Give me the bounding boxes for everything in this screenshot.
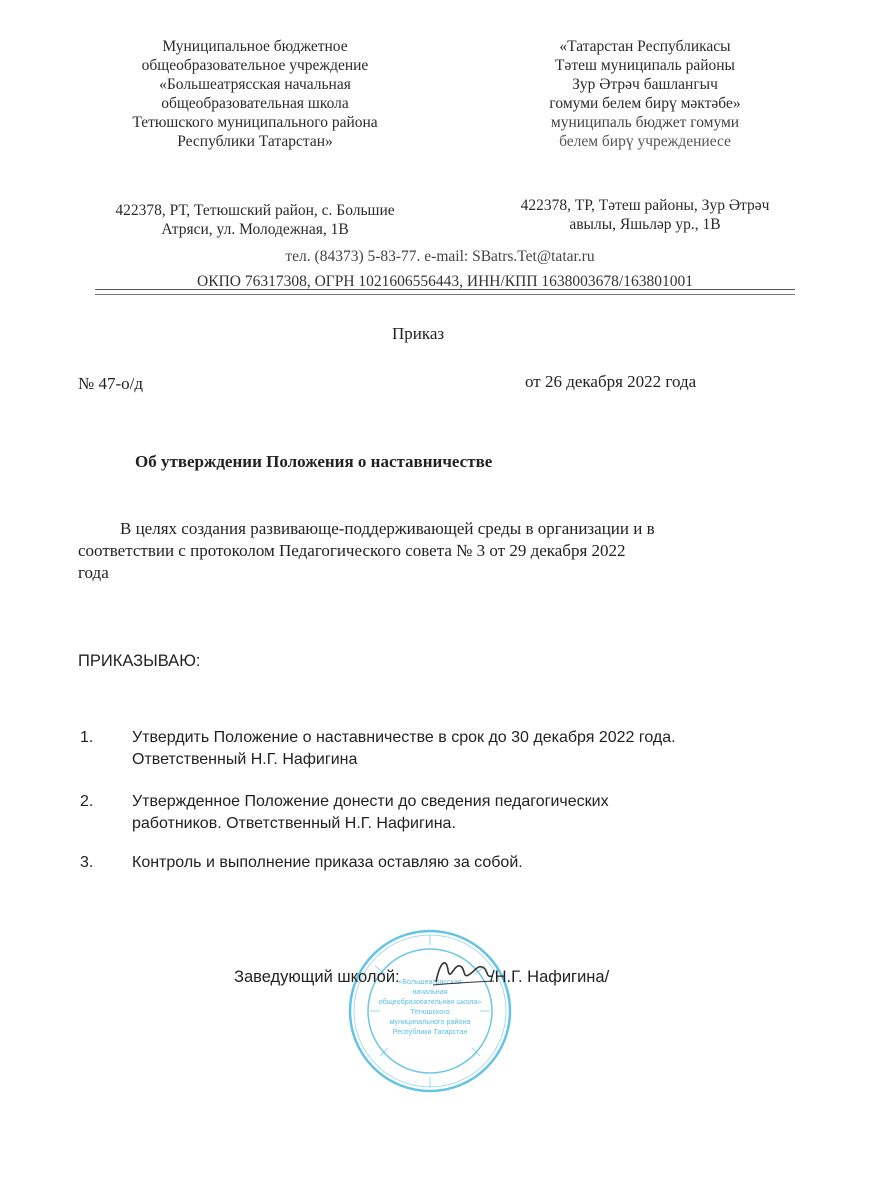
header-divider	[95, 289, 795, 290]
preamble-line: года	[78, 563, 109, 582]
order-date: от 26 декабря 2022 года	[525, 372, 697, 391]
item-text: Утвердить Положение о наставничестве в срок до 30 декабря 2022 года. Ответственный Н.Г. Нафигина	[132, 729, 676, 768]
item-number: 2.	[80, 793, 94, 810]
org-line: гомуми белем бирү мәктәбе»	[549, 95, 741, 112]
document-type: Приказ	[392, 324, 445, 343]
org-line: Муниципальное бюджетное	[162, 38, 348, 55]
preamble-line: В целях создания развивающе-поддерживающей среды в организации и в	[120, 519, 655, 538]
org-line: муниципаль бюджет гомуми	[550, 114, 740, 131]
org-line: Тетюшского муниципального района	[132, 114, 378, 131]
document-title: Об утверждении Положения о наставничестве	[135, 452, 493, 471]
org-line: общеобразовательная школа	[161, 95, 349, 112]
signature-label: Заведующий школой:	[234, 968, 400, 986]
org-line: Тәтеш муниципаль районы	[555, 57, 735, 74]
header-divider-thin	[95, 294, 795, 295]
address-line: авылы, Яшьләр ур., 1В	[569, 216, 721, 233]
header-left-org	[110, 37, 400, 151]
org-line: «Татарстан Республикасы	[559, 38, 731, 55]
header-right-org	[505, 37, 785, 151]
org-line: общеобразовательное учреждение	[141, 57, 369, 74]
address-line: Атряси, ул. Молодежная, 1В	[161, 221, 349, 238]
item-number: 1.	[80, 729, 94, 746]
item-text: Контроль и выполнение приказа оставляю за собой.	[132, 854, 523, 871]
preamble-line: соответствии с протоколом Педагогического совета № 3 от 29 декабря 2022	[78, 541, 626, 560]
order-word: ПРИКАЗЫВАЮ:	[78, 652, 201, 670]
stamp-text: начальная	[412, 987, 448, 996]
stamp-text: Тетюшского	[410, 1007, 450, 1016]
header-left-address	[95, 201, 415, 239]
preamble	[78, 518, 778, 584]
org-line: Республики Татарстан»	[177, 133, 333, 150]
address-line: 422378, ТР, Тәтеш районы, Зур Әтрәч	[520, 197, 770, 214]
signature-mark	[428, 952, 498, 992]
stamp-text: Республики Татарстан	[392, 1027, 468, 1036]
stamp-text: общеобразовательная школа»	[378, 997, 482, 1006]
header-registry: ОКПО 76317308, ОГРН 1021606556443, ИНН/КПП 1638003678/163801001	[197, 273, 693, 290]
order-number: № 47-о/д	[78, 374, 144, 393]
stamp-text: «Большеатрясская	[398, 977, 462, 986]
item-text: Утвержденное Положение донести до сведения педагогических работников. Ответственный Н.Г. Нафигина.	[132, 793, 609, 832]
address-line: 422378, РТ, Тетюшский район, с. Большие	[115, 202, 395, 219]
header-contacts: тел. (84373) 5-83-77. e-mail: SBatrs.Tet@tatar.ru	[285, 248, 595, 265]
org-line: Зур Әтрәч башлангыч	[572, 76, 718, 93]
signature-name: /Н.Г. Нафигина/	[490, 968, 610, 986]
stamp-text: муниципального района	[389, 1017, 471, 1026]
org-line: белем бирү учреждениесе	[559, 133, 731, 150]
org-line: «Большеатрясская начальная	[159, 76, 351, 93]
item-number: 3.	[80, 854, 94, 871]
header-right-address	[500, 196, 790, 234]
